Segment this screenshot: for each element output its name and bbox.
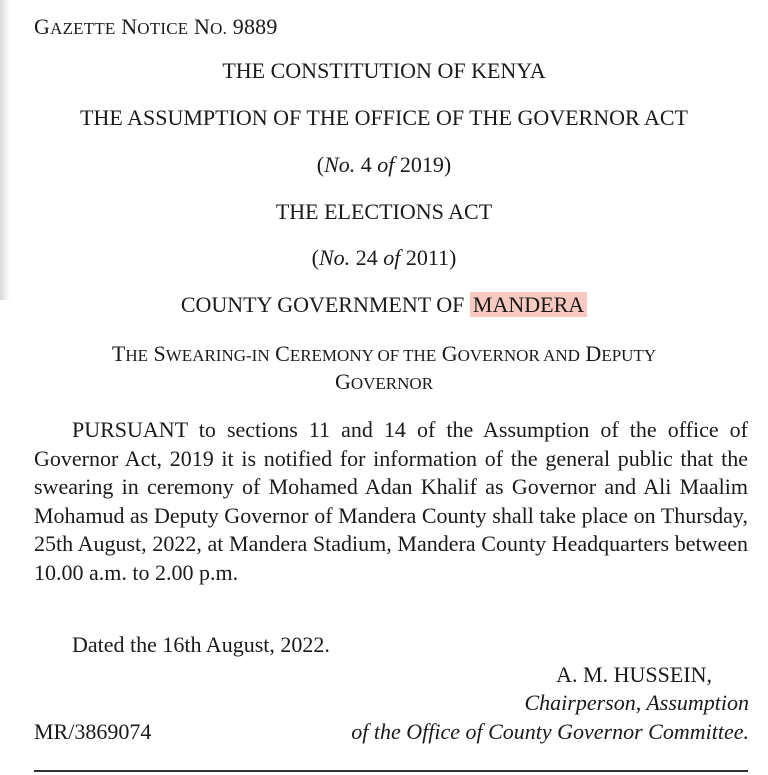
notice-title: GAZETTE NOTICE NO. 9889 (34, 14, 278, 39)
notice-body (34, 416, 748, 588)
county-name-highlight: MANDERA (470, 292, 587, 317)
dated-line: Dated the 16th August, 2022. (72, 632, 330, 657)
signatory-name: A. M. HUSSEIN, (556, 662, 712, 687)
signatory-role-line1: Chairperson, Assumption (524, 690, 749, 715)
signatory-role-line2: of the Office of County Governor Committee. (351, 719, 749, 744)
body-paragraph: PURSUANT to sections 11 and 14 of the Assumption of the office of Governor Act, 2019 it is notified for information of the general public that the swearing in ceremony of Mohamed Adan Khalif as Governor and Ali Maalim Mohamud as Deputy Governor of Mandera County shall take place on Thursday, 25th August, 2022, at Mandera Stadium, Mandera County Headquarters between 10.00 a.m. to 2.00 p.m. (34, 417, 748, 585)
heading-act-number: (No. 4 of 2019) (316, 152, 452, 177)
heading-act: THE ASSUMPTION OF THE OFFICE OF THE GOVERNOR ACT (80, 105, 688, 130)
subheading-line1: THE SWEARING-IN CEREMONY OF THE GOVERNOR AND DEPUTY (111, 341, 657, 366)
subheading-line2: GOVERNOR (334, 369, 434, 394)
heading-elections-number: (No. 24 of 2011) (311, 245, 457, 270)
heading-elections-act: THE ELECTIONS ACT (275, 199, 493, 224)
bottom-rule (34, 770, 748, 772)
heading-constitution: THE CONSTITUTION OF KENYA (222, 58, 546, 83)
notice-number: 9889 (232, 14, 278, 39)
heading-county: COUNTY GOVERNMENT OF MANDERA (0, 292, 768, 318)
reference-number: MR/3869074 (34, 719, 152, 744)
